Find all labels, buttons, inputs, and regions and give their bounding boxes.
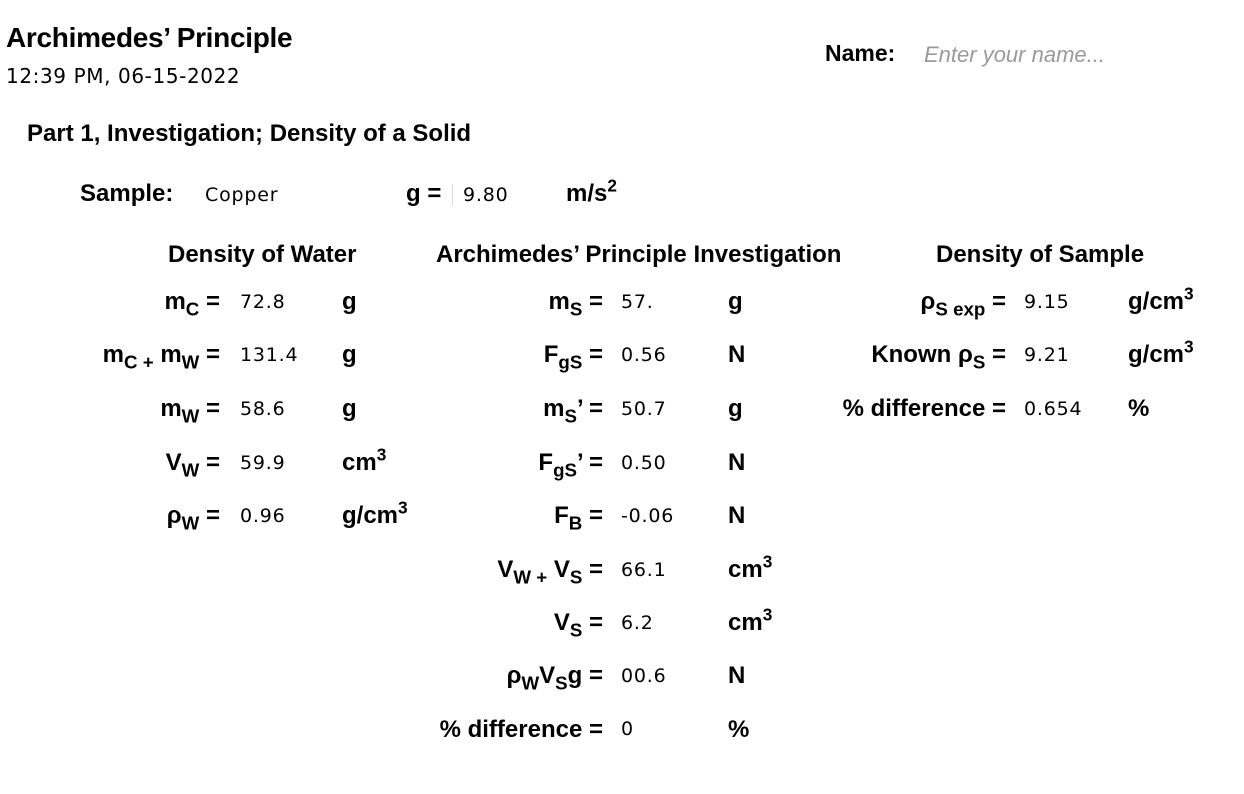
water-label-mc: $m_C$ = bbox=[164, 288, 220, 320]
inv-value-fb[interactable]: -0.06 bbox=[621, 505, 675, 527]
inv-label-rhow-vs-g: $\rho_WV_Sg$ = bbox=[506, 662, 603, 694]
inv-label-ms: $m_S$ = bbox=[548, 288, 603, 320]
sample-label-rho-known: Known $\rho_S$ = bbox=[871, 341, 1006, 373]
inv-value-fgs[interactable]: 0.56 bbox=[621, 344, 667, 366]
inv-label-fb: $F_B$ = bbox=[554, 502, 603, 534]
inv-value-vs[interactable]: 6.2 bbox=[621, 612, 654, 634]
g-unit: $m/s^2$ bbox=[566, 175, 617, 207]
inv-value-ms[interactable]: 57. bbox=[621, 291, 654, 313]
inv-value-vw-plus-vs[interactable]: 66.1 bbox=[621, 559, 667, 581]
inv-unit-ms-prime: g bbox=[728, 395, 743, 422]
inv-unit-percent-difference: % bbox=[728, 716, 750, 743]
water-value-mw[interactable]: 58.6 bbox=[240, 398, 286, 420]
water-label-rhow: $\rho_W$ = bbox=[166, 502, 220, 534]
inv-value-rhow-vs-g[interactable]: 00.6 bbox=[621, 665, 667, 687]
sample-density-heading: Density of Sample bbox=[936, 241, 1145, 268]
inv-label-fgs: $F_{gS}$ = bbox=[543, 341, 603, 373]
investigation-heading: Archimedes’ Principle Investigation bbox=[436, 241, 842, 268]
inv-label-fgs-prime: $F_{gS}$’ = bbox=[538, 449, 603, 481]
page-title: Archimedes’ Principle bbox=[6, 22, 293, 53]
inv-label-percent-difference: % difference = bbox=[439, 716, 603, 743]
inv-label-vs: $V_S$ = bbox=[553, 609, 603, 641]
sample-value-rho-exp[interactable]: 9.15 bbox=[1024, 291, 1070, 313]
sample-value-percent-difference[interactable]: 0.654 bbox=[1024, 398, 1083, 420]
inv-unit-ms: g bbox=[728, 288, 743, 315]
name-label: Name: bbox=[825, 40, 896, 66]
inv-unit-vw-plus-vs: $cm^3$ bbox=[728, 551, 773, 583]
inv-unit-rhow-vs-g: N bbox=[728, 662, 746, 689]
inv-value-ms-prime[interactable]: 50.7 bbox=[621, 398, 667, 420]
water-unit-mc-plus-mw: g bbox=[342, 341, 357, 368]
inv-label-vw-plus-vs: $V_{W +}$ $V_S$ = bbox=[497, 556, 603, 588]
inv-unit-fgs: N bbox=[728, 341, 746, 368]
sample-value-rho-known[interactable]: 9.21 bbox=[1024, 344, 1070, 366]
water-label-mc-plus-mw: $m_{C +}$ $m_W$ = bbox=[102, 341, 220, 373]
sample-unit-rho-exp: $g/cm^3$ bbox=[1128, 283, 1194, 315]
inv-unit-fgs-prime: N bbox=[728, 449, 746, 476]
water-unit-vw: $cm^3$ bbox=[342, 444, 387, 476]
water-value-rhow[interactable]: 0.96 bbox=[240, 505, 286, 527]
g-field[interactable]: 9.80 bbox=[452, 184, 509, 206]
sample-unit-percent-difference: % bbox=[1128, 395, 1150, 422]
sample-label: Sample: bbox=[80, 180, 174, 207]
inv-unit-vs: $cm^3$ bbox=[728, 604, 773, 636]
sample-field[interactable]: Copper bbox=[205, 184, 279, 206]
sample-label-rho-exp: $\rho_{S exp}$ = bbox=[920, 288, 1006, 320]
inv-label-ms-prime: $m_S$’ = bbox=[543, 395, 603, 427]
g-label: g = bbox=[406, 180, 442, 207]
water-unit-rhow: $g/cm^3$ bbox=[342, 497, 408, 529]
water-unit-mw: g bbox=[342, 395, 357, 422]
water-value-mc[interactable]: 72.8 bbox=[240, 291, 286, 313]
name-input[interactable] bbox=[918, 38, 1224, 72]
part-title: Part 1, Investigation; Density of a Solid bbox=[27, 120, 472, 147]
water-label-mw: $m_W$ = bbox=[160, 395, 220, 427]
water-value-vw[interactable]: 59.9 bbox=[240, 452, 286, 474]
inv-value-percent-difference[interactable]: 0 bbox=[621, 718, 634, 740]
timestamp: 12:39 PM, 06-15-2022 bbox=[6, 64, 241, 88]
sample-label-percent-difference: % difference = bbox=[842, 395, 1006, 422]
sample-unit-rho-known: $g/cm^3$ bbox=[1128, 336, 1194, 368]
water-value-mc-plus-mw[interactable]: 131.4 bbox=[240, 344, 299, 366]
water-label-vw: $V_W$ = bbox=[165, 449, 220, 481]
water-heading: Density of Water bbox=[168, 241, 357, 268]
water-unit-mc: g bbox=[342, 288, 357, 315]
inv-unit-fb: N bbox=[728, 502, 746, 529]
inv-value-fgs-prime[interactable]: 0.50 bbox=[621, 452, 667, 474]
